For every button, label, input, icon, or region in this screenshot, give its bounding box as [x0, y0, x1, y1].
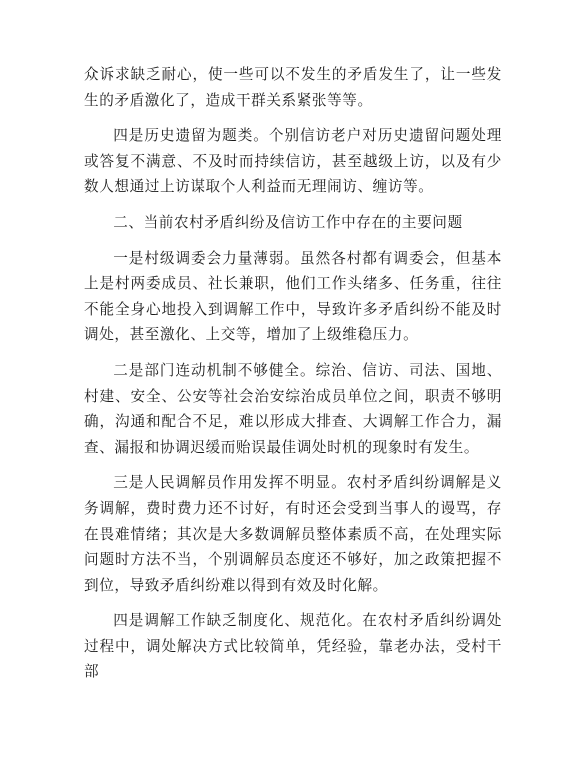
paragraph-lead: 一是村级调委会力量薄弱。 [113, 249, 300, 267]
paragraph-lead: 四是历史遗留为题类。 [113, 127, 269, 145]
paragraph-text: 农村矛盾纠纷调解是义务调解，费时费力还不讨好，有时还会受到当事人的谩骂，存在畏难情绪；其次是大多数调解员整体素质不高，在处理实际问题时方法不当，个别调解员态度还不够好，加之政策把握不到位，导致矛盾纠纷难以得到有效及时化解。 [84, 474, 502, 594]
paragraph-continuation [84, 62, 502, 113]
paragraph-lead: 三是人民调解员作用发挥不明显。 [113, 474, 347, 492]
paragraph-institutionalization [84, 608, 502, 685]
paragraph-text: 在农村矛盾纠纷调处过程中，调处解决方式比较简单，凭经验，靠老办法，受村干部 [84, 612, 502, 681]
paragraph-historical-issues [84, 123, 502, 200]
paragraph-lead: 二是部门连动机制不够健全。 [113, 361, 316, 379]
paragraph-mediators [84, 470, 502, 598]
paragraph-text: 综治、信访、司法、国地、村建、安全、公安等社会治安综治成员单位之间，职责不够明确，沟通和配合不足，难以形成大排查、大调解工作合力，漏查、漏报和协调迟缓而贻误最佳调处时机的现象时有发生。 [84, 361, 502, 456]
paragraph-text: 虽然各村都有调委会，但基本上是村两委成员、社长兼职，他们工作头绪多、任务重，往往不能全身心地投入到调解工作中，导致许多矛盾纠纷不能及时调处，甚至激化、上交等，增加了上级维稳压力。 [84, 249, 502, 344]
paragraph-lead: 四是调解工作缺乏制度化、规范化。 [113, 612, 363, 630]
paragraph-village-committee [84, 246, 502, 348]
paragraph-text: 众诉求缺乏耐心，使一些可以不发生的矛盾发生了，让一些发生的矛盾激化了，造成干群关系紧张等等。 [84, 66, 502, 109]
section-heading-text: 二、当前农村矛盾纠纷及信访工作中存在的主要问题 [113, 213, 463, 231]
document-body [84, 62, 502, 695]
paragraph-text: 个别信访老户对历史遗留问题处理或答复不满意、不及时而持续信访，甚至越级上访，以及有少数人想通过上访谋取个人利益而无理闹访、缠访等。 [84, 127, 502, 196]
section-heading [84, 210, 502, 236]
paragraph-department-linkage [84, 358, 502, 460]
